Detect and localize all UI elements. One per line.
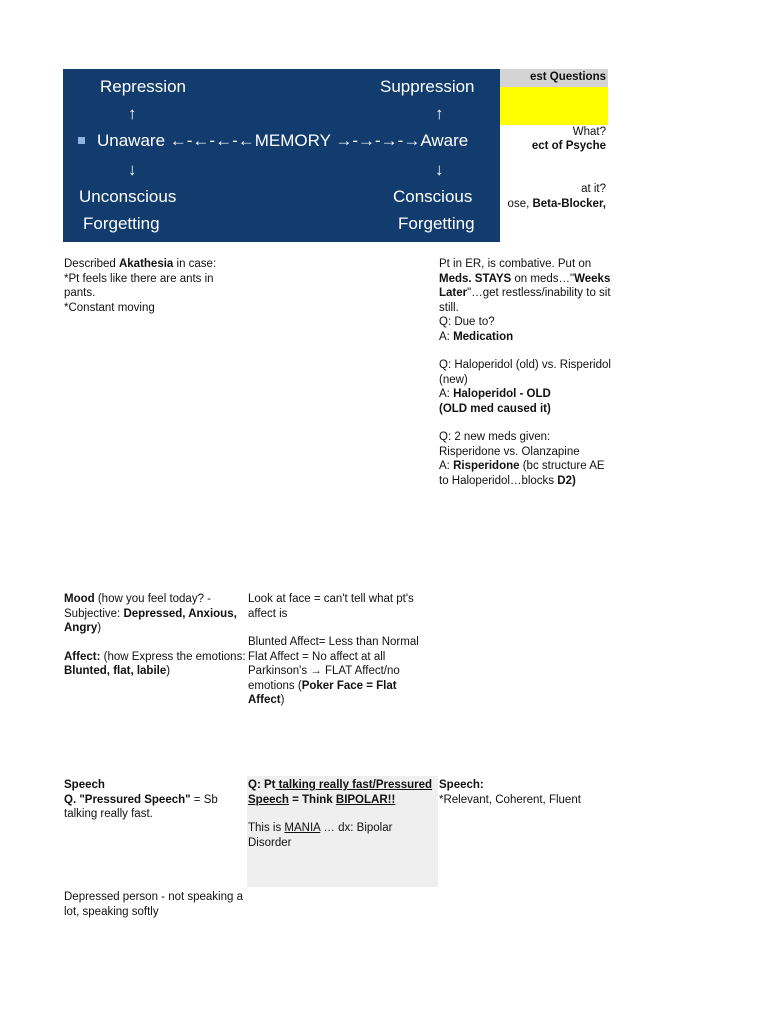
affect-face-note: Look at face = can't tell what pt's affect is Blunted Affect= Less than Normal Flat Affect = No affect at all Parkinson's → FLAT Affect/no emotions (Poker Face = Flat Affect) bbox=[248, 593, 419, 706]
up-arrow-icon: ↑ bbox=[435, 104, 444, 123]
unconscious-label: Unconscious bbox=[79, 187, 177, 206]
er-case-note: Pt in ER, is combative. Put on Meds. STAYS on meds…"Weeks Later"…get restless/inability to sit still. Q: Due to? A: Medication Q: Haloperidol (old) vs. Risperidol (new) A: Haloperidol - OLD (OLD med caused it) Q: 2 new meds given: Risperidone vs. Olanzapine A: Risperidone (bc structure AE to Haloperidol…blocks D2) bbox=[439, 258, 611, 487]
partial-line-1: What? bbox=[572, 126, 606, 138]
bullet-icon bbox=[78, 137, 85, 144]
partial-line-3: at it? bbox=[581, 183, 606, 195]
speech-note: Speech Q. "Pressured Speech" = Sb talking really fast. bbox=[64, 779, 218, 820]
memory-row: Unaware ←‑←‑←‑←MEMORY →‑→‑→‑→Aware bbox=[97, 131, 469, 150]
down-arrow-icon: ↓ bbox=[128, 160, 137, 179]
header-title: est Questions bbox=[529, 71, 606, 83]
partial-line-4: ose, Beta-Blocker, bbox=[507, 198, 606, 210]
mood-affect-note: Mood (how you feel today? - Subjective: Depressed, Anxious, Angry) Affect: (how Express the emotions: Blunted, flat, labile) bbox=[64, 593, 246, 677]
conscious-label: Conscious bbox=[393, 187, 473, 206]
forgetting-label-right: Forgetting bbox=[398, 214, 475, 233]
speech-qualities-note: Speech: *Relevant, Coherent, Fluent bbox=[439, 779, 581, 806]
repression-label: Repression bbox=[100, 77, 186, 96]
down-arrow-icon: ↓ bbox=[435, 160, 444, 179]
bipolar-note: Q: Pt talking really fast/Pressured Speech = Think BIPOLAR!! This is MANIA … dx: Bipolar Disorder bbox=[248, 779, 433, 849]
forgetting-label-left: Forgetting bbox=[83, 214, 160, 233]
depressed-speech-note: Depressed person - not speaking a lot, speaking softly bbox=[64, 891, 243, 918]
memory-slide bbox=[63, 69, 500, 242]
up-arrow-icon: ↑ bbox=[128, 104, 137, 123]
partial-line-2: ect of Psyche bbox=[531, 140, 606, 152]
akathesia-note: Described Akathesia in case: *Pt feels like there are ants in pants. *Constant moving bbox=[64, 258, 217, 314]
suppression-label: Suppression bbox=[380, 77, 475, 96]
